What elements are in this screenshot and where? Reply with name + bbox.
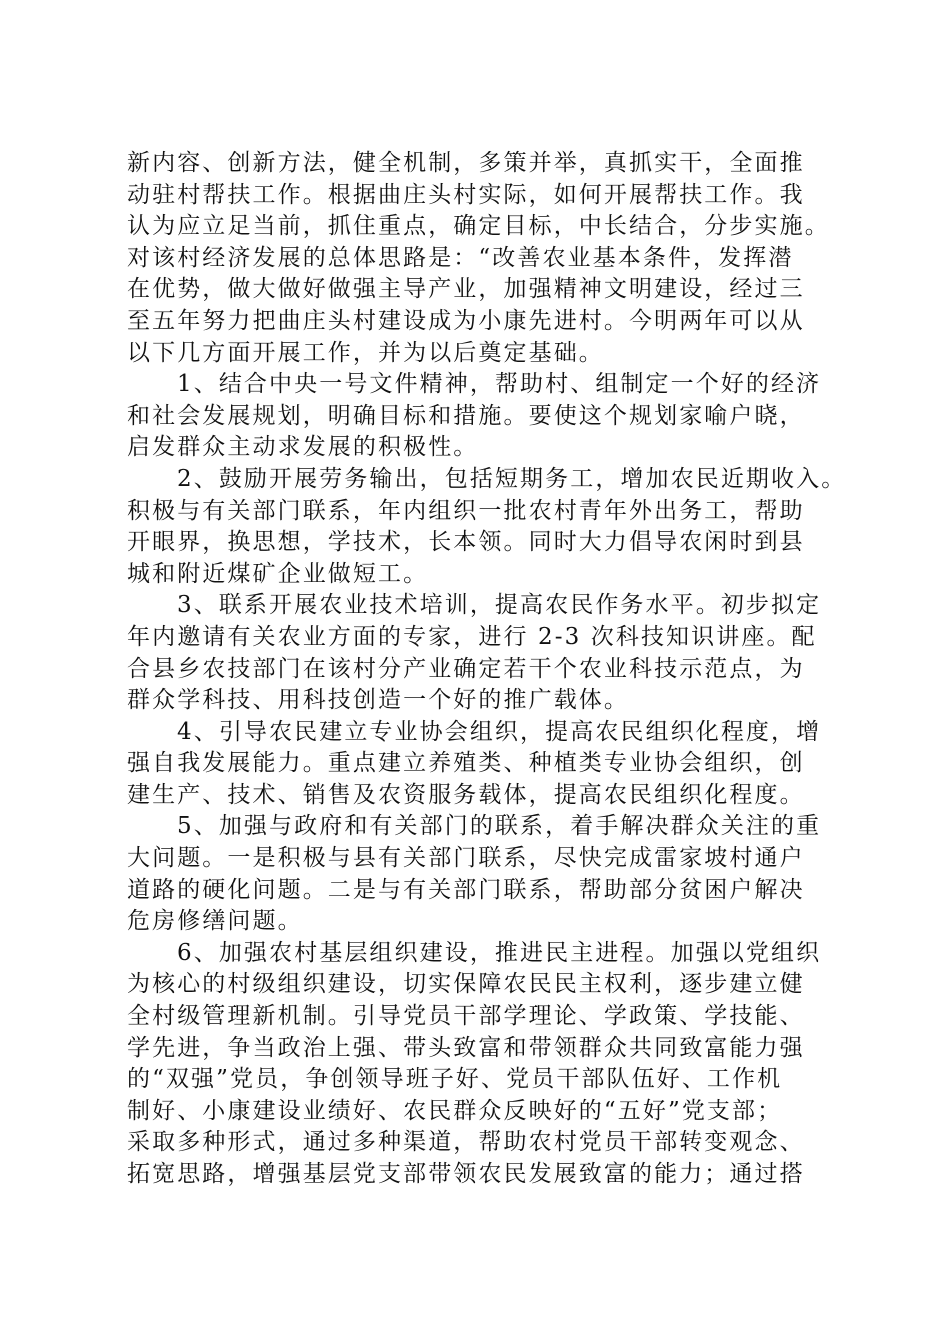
- text-line-27: 为核心的村级组织建设，切实保障农民民主权利，逐步建立健: [127, 971, 805, 998]
- text-line-8: 1、结合中央一号文件精神，帮助村、组制定一个好的经济: [177, 371, 822, 398]
- text-line-18: 群众学科技、用科技创造一个好的推广载体。: [127, 687, 629, 714]
- text-line-1: 新内容、创新方法，健全机制，多策并举，真抓实干，全面推: [127, 150, 805, 176]
- text-line-12: 积极与有关部门联系，年内组织一批农村青年外出务工，帮助: [127, 497, 805, 524]
- text-line-4: 对该村经济发展的总体思路是：“改善农业基本条件，发挥潜: [127, 244, 794, 271]
- text-line-25: 危房修缮问题。: [127, 908, 303, 935]
- text-line-33: 拓宽思路，增强基层党支部带领农民发展致富的能力；通过搭: [127, 1161, 805, 1187]
- text-line-20: 强自我发展能力。重点建立养殖类、种植类专业协会组织，创: [127, 750, 805, 777]
- text-line-3: 认为应立足当前，抓住重点，确定目标，中长结合，分步实施。: [127, 213, 830, 240]
- text-line-19: 4、引导农民建立专业协会组织，提高农民组织化程度，增: [177, 718, 822, 745]
- text-line-16: 年内邀请有关农业方面的专家，进行 2-3 次科技知识讲座。配: [127, 623, 817, 650]
- text-line-2: 动驻村帮扶工作。根据曲庄头村实际，如何开展帮扶工作。我: [127, 181, 805, 208]
- text-line-31: 制好、小康建设业绩好、农民群众反映好的“五好”党支部；: [127, 1097, 783, 1124]
- text-line-23: 大问题。一是积极与县有关部门联系，尽快完成雷家坡村通户: [127, 845, 805, 872]
- text-line-22: 5、加强与政府和有关部门的联系，着手解决群众关注的重: [177, 813, 822, 840]
- text-line-24: 道路的硬化问题。二是与有关部门联系，帮助部分贫困户解决: [127, 876, 805, 903]
- text-line-10: 启发群众主动求发展的积极性。: [127, 434, 479, 461]
- text-line-21: 建生产、技术、销售及农资服务载体，提高农民组织化程度。: [127, 781, 805, 808]
- document-body: [127, 148, 847, 1191]
- text-line-14: 城和附近煤矿企业做短工。: [127, 560, 429, 587]
- text-line-15: 3、联系开展农业技术培训，提高农民作务水平。初步拟定: [177, 592, 822, 619]
- text-line-5: 在优势，做大做好做强主导产业，加强精神文明建设，经过三: [127, 276, 805, 303]
- text-line-32: 采取多种形式，通过多种渠道，帮助农村党员干部转变观念、: [127, 1129, 805, 1156]
- text-line-11: 2、鼓励开展劳务输出，包括短期务工，增加农民近期收入。: [177, 465, 847, 492]
- text-line-6: 至五年努力把曲庄头村建设成为小康先进村。今明两年可以从: [127, 307, 805, 334]
- text-line-26: 6、加强农村基层组织建设，推进民主进程。加强以党组织: [177, 939, 822, 966]
- text-line-30: 的“双强”党员，争创领导班子好、党员干部队伍好、工作机: [127, 1066, 783, 1093]
- text-line-13: 开眼界，换思想，学技术，长本领。同时大力倡导农闲时到县: [127, 529, 805, 556]
- text-line-7: 以下几方面开展工作，并为以后奠定基础。: [127, 339, 604, 366]
- text-line-17: 合县乡农技部门在该村分产业确定若干个农业科技示范点，为: [127, 655, 805, 682]
- text-line-28: 全村级管理新机制。引导党员干部学理论、学政策、学技能、: [127, 1003, 805, 1030]
- text-line-29: 学先进，争当政治上强、带头致富和带领群众共同致富能力强: [127, 1034, 805, 1061]
- text-line-9: 和社会发展规划，明确目标和措施。要使这个规划家喻户晓，: [127, 402, 805, 429]
